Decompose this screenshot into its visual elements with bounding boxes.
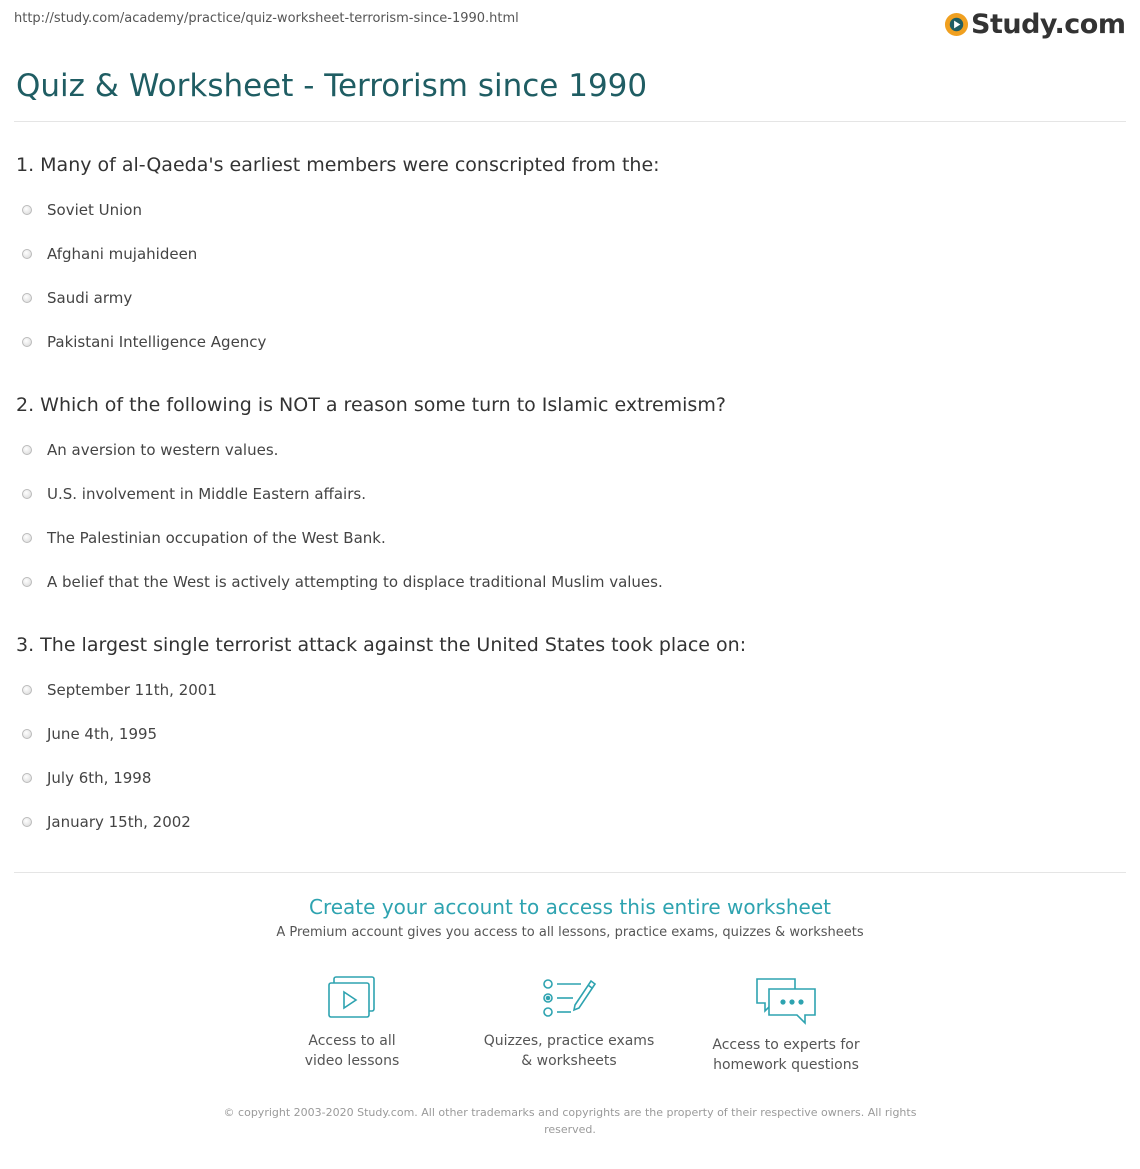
radio-button[interactable] [22, 445, 32, 455]
choice-label: Pakistani Intelligence Agency [47, 333, 267, 351]
radio-button[interactable] [22, 249, 32, 259]
quiz-checklist-icon [541, 975, 597, 1021]
question-2: 2. Which of the following is NOT a reason some turn to Islamic extremism? [16, 394, 726, 416]
feature-line: homework questions [713, 1057, 859, 1073]
choice-2-2[interactable] [22, 482, 366, 506]
choice-label: Afghani mujahideen [47, 245, 198, 263]
feature-line: Access to experts for [712, 1037, 860, 1053]
page-url: http://study.com/academy/practice/quiz-worksheet-terrorism-since-1990.html [14, 11, 519, 26]
cta-divider [14, 872, 1126, 873]
feature-line: video lessons [304, 1053, 400, 1069]
choice-label: Saudi army [47, 289, 133, 307]
choice-label: A belief that the West is actively attempting to displace traditional Muslim values. [47, 573, 663, 591]
chat-bubbles-icon [753, 975, 819, 1025]
radio-button[interactable] [22, 489, 32, 499]
choice-3-3[interactable] [22, 766, 151, 790]
choice-3-2[interactable] [22, 722, 157, 746]
feature-quizzes [459, 975, 679, 1071]
question-1: 1. Many of al-Qaeda's earliest members were conscripted from the: [16, 154, 660, 176]
choice-label: An aversion to western values. [47, 441, 279, 459]
feature-line: Quizzes, practice exams [483, 1033, 655, 1049]
question-3: 3. The largest single terrorist attack against the United States took place on: [16, 634, 747, 656]
choice-label: June 4th, 1995 [47, 725, 158, 743]
choice-label: U.S. involvement in Middle Eastern affairs. [47, 485, 366, 503]
choice-3-1[interactable] [22, 678, 217, 702]
page-title: Quiz & Worksheet - Terrorism since 1990 [16, 68, 648, 104]
feature-line: & worksheets [521, 1053, 617, 1069]
premium-description: A Premium account gives you access to all lessons, practice exams, quizzes & worksheets [276, 925, 864, 940]
feature-video-lessons [242, 975, 462, 1071]
top-bar [0, 0, 1140, 50]
choice-label: The Palestinian occupation of the West Bank. [47, 529, 386, 547]
choice-label: January 15th, 2002 [47, 813, 191, 831]
radio-button[interactable] [22, 337, 32, 347]
radio-button[interactable] [22, 533, 32, 543]
choice-1-2[interactable] [22, 242, 197, 266]
feature-line: Access to all [308, 1033, 396, 1049]
title-divider [14, 121, 1126, 122]
choice-label: July 6th, 1998 [47, 769, 152, 787]
radio-button[interactable] [22, 577, 32, 587]
copyright-line-2: reserved. [544, 1123, 596, 1136]
choice-2-1[interactable] [22, 438, 278, 462]
choice-1-1[interactable] [22, 198, 142, 222]
radio-button[interactable] [22, 205, 32, 215]
choice-label: September 11th, 2001 [47, 681, 217, 699]
radio-button[interactable] [22, 817, 32, 827]
copyright-footer [215, 1104, 925, 1138]
choice-3-4[interactable] [22, 810, 191, 834]
radio-button[interactable] [22, 729, 32, 739]
copyright-line-1: © copyright 2003-2020 Study.com. All other trademarks and copyrights are the property of their respective owners. All rights [223, 1106, 917, 1119]
create-account-link[interactable]: Create your account to access this entire worksheet [309, 895, 831, 919]
study-logo-icon [944, 12, 969, 37]
choice-2-3[interactable] [22, 526, 386, 550]
radio-button[interactable] [22, 293, 32, 303]
choice-2-4[interactable] [22, 570, 663, 594]
feature-experts [676, 975, 896, 1075]
choice-1-4[interactable] [22, 330, 266, 354]
radio-button[interactable] [22, 685, 32, 695]
study-logo[interactable] [944, 6, 1125, 42]
radio-button[interactable] [22, 773, 32, 783]
logo-text: Study.com [971, 8, 1126, 40]
choice-label: Soviet Union [47, 201, 142, 219]
choice-1-3[interactable] [22, 286, 132, 310]
video-lessons-icon [326, 975, 378, 1021]
